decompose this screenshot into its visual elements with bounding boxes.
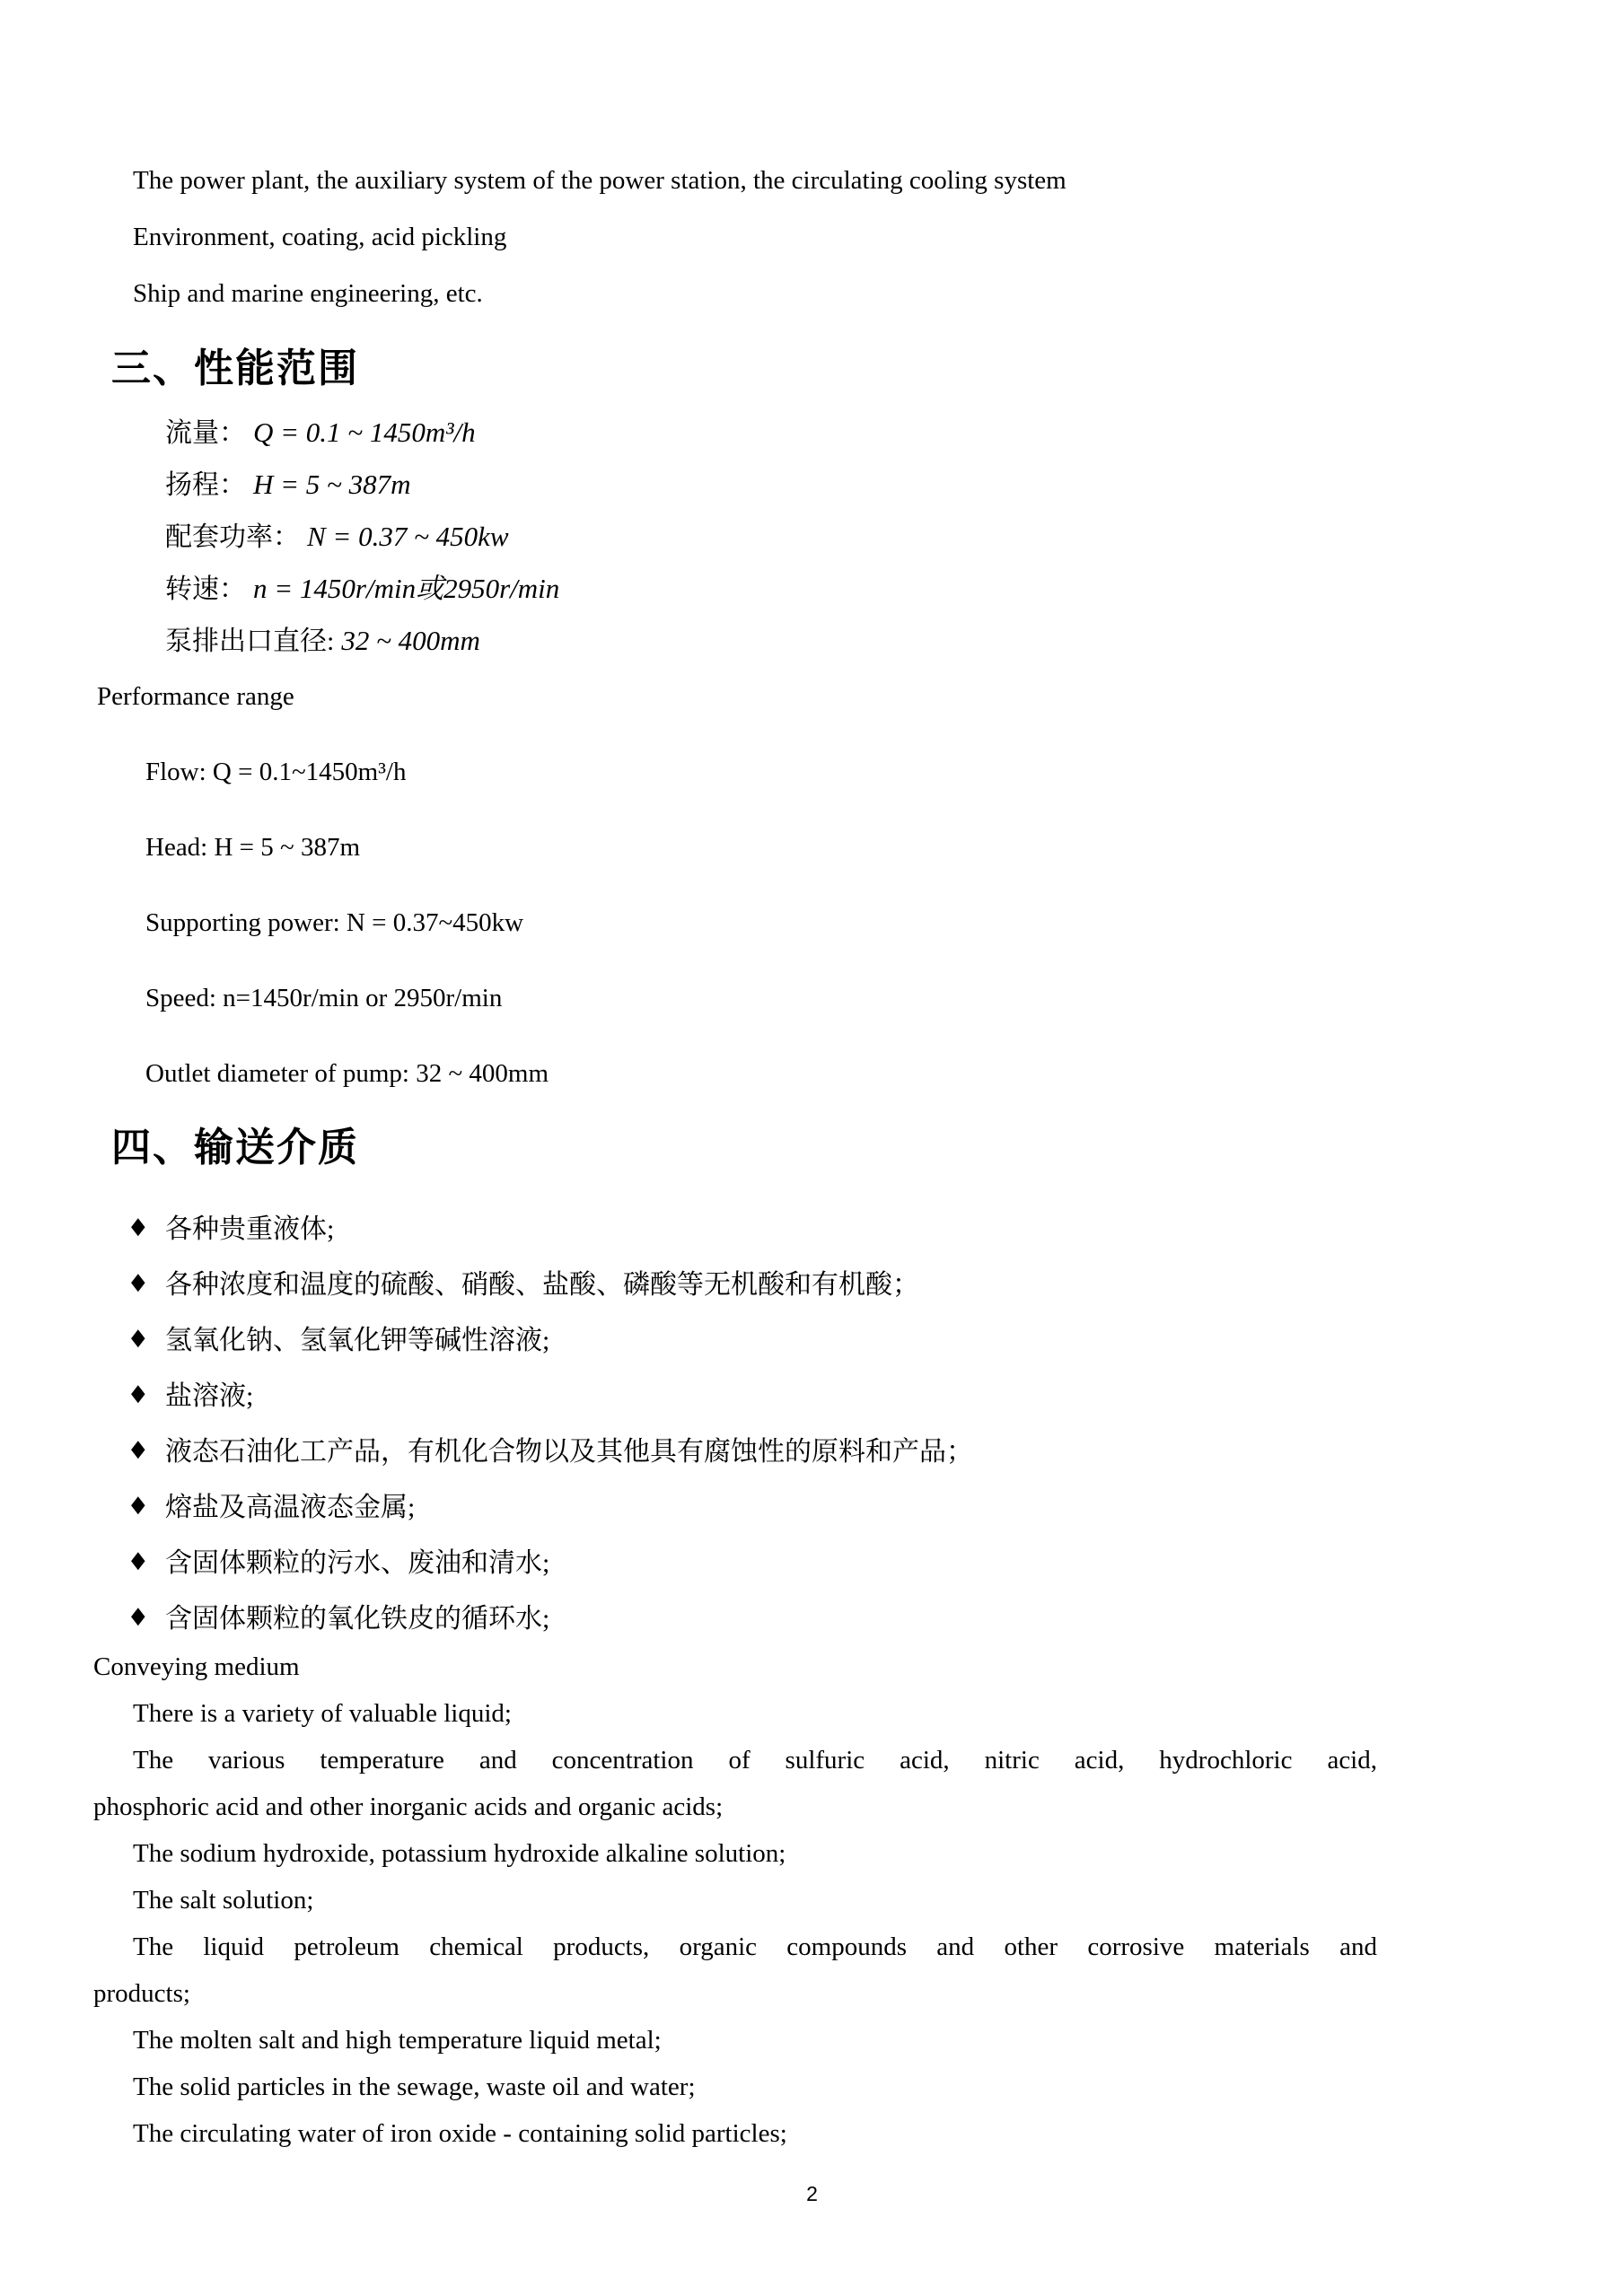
bullet-text: 各种贵重液体; [165, 1214, 335, 1244]
bullet-item [131, 1477, 1377, 1532]
section-heading-medium-zh: 四、输送介质 [111, 1126, 359, 1170]
spec-value: H = 5 ~ 387m [253, 469, 411, 500]
diamond-bullet-icon: ◆ [131, 1602, 145, 1629]
intro-paragraph: Environment, coating, acid pickling [133, 223, 507, 251]
intro-paragraph: The power plant, the auxiliary system of the power station, the circulating cooling system [133, 166, 1067, 195]
spec-row-speed-zh [165, 563, 1377, 615]
diamond-bullet-icon: ◆ [131, 1380, 145, 1407]
spec-label: 扬程： [165, 470, 246, 500]
spec-value: 32 ~ 400mm [341, 625, 480, 656]
bullet-text: 含固体颗粒的氧化铁皮的循环水; [165, 1604, 550, 1634]
diamond-bullet-icon: ◆ [131, 1547, 145, 1573]
diamond-bullet-icon: ◆ [131, 1324, 145, 1351]
body-line-en: The various temperature and concentration of sulfuric acid, nitric acid, hydrochloric acid, [133, 1746, 1377, 1775]
spec-label: 泵排出口直径: [165, 627, 335, 656]
bullet-item [131, 1421, 1377, 1477]
bullet-item [131, 1532, 1377, 1588]
spec-line-outlet-en: Outlet diameter of pump: 32 ~ 400mm [145, 1059, 549, 1088]
diamond-bullet-icon: ◆ [131, 1213, 145, 1240]
spec-label: 配套功率： [165, 522, 300, 552]
spec-line-speed-en: Speed: n=1450r/min or 2950r/min [145, 984, 503, 1012]
bullet-text: 氢氧化钠、氢氧化钾等碱性溶液; [165, 1326, 550, 1355]
diamond-bullet-icon: ◆ [131, 1435, 145, 1462]
bullet-text: 各种浓度和温度的硫酸、硝酸、盐酸、磷酸等无机酸和有机酸； [165, 1270, 919, 1300]
diamond-bullet-icon: ◆ [131, 1268, 145, 1295]
section-heading-performance-zh: 三、性能范围 [111, 346, 359, 390]
spec-line-head-en: Head: H = 5 ~ 387m [145, 833, 361, 862]
bullet-text: 熔盐及高温液态金属; [165, 1493, 416, 1522]
body-line-en: There is a variety of valuable liquid; [133, 1699, 512, 1728]
page-number: 2 [806, 2182, 818, 2205]
spec-line-flow-en: Flow: Q = 0.1~1450m³/h [145, 758, 407, 786]
bullet-item [131, 1254, 1377, 1310]
body-line-en: The salt solution; [133, 1886, 314, 1915]
body-line-en: The liquid petroleum chemical products, organic compounds and other corrosive materials and [133, 1932, 1377, 1961]
body-line-en: products; [93, 1979, 190, 2008]
spec-value: n = 1450r/min或2950r/min [253, 573, 560, 604]
body-line-en: The molten salt and high temperature liquid metal; [133, 2026, 662, 2055]
spec-line-power-en: Supporting power: N = 0.37~450kw [145, 908, 524, 937]
bullet-text: 盐溶液; [165, 1381, 254, 1411]
bullet-item [131, 1310, 1377, 1365]
heading-performance-range-en: Performance range [97, 682, 294, 711]
bullet-item [131, 1365, 1377, 1421]
spec-value: N = 0.37 ~ 450kw [307, 521, 509, 552]
spec-label: 流量： [165, 418, 246, 448]
spec-row-power-zh [165, 511, 1377, 563]
body-line-en: The solid particles in the sewage, waste oil and water; [133, 2073, 696, 2101]
spec-row-flow-zh [165, 407, 1377, 459]
body-line-en: The circulating water of iron oxide - containing solid particles; [133, 2119, 787, 2148]
bullet-item [131, 1588, 1377, 1643]
intro-paragraph: Ship and marine engineering, etc. [133, 279, 483, 308]
bullet-text: 液态石油化工产品，有机化合物以及其他具有腐蚀性的原料和产品； [165, 1437, 973, 1467]
bullet-item [131, 1198, 1377, 1254]
spec-value: Q = 0.1 ~ 1450m³/h [253, 416, 476, 448]
bullet-list [93, 1198, 1377, 1643]
spec-row-head-zh [165, 459, 1377, 511]
body-line-en: phosphoric acid and other inorganic acids and organic acids; [93, 1792, 724, 1821]
body-line-en: The sodium hydroxide, potassium hydroxide alkaline solution; [133, 1839, 786, 1868]
heading-conveying-medium-en: Conveying medium [93, 1652, 300, 1681]
spec-row-outlet-zh [165, 615, 1377, 667]
diamond-bullet-icon: ◆ [131, 1491, 145, 1518]
spec-label: 转速： [165, 574, 246, 604]
bullet-text: 含固体颗粒的污水、废油和清水; [165, 1548, 550, 1578]
